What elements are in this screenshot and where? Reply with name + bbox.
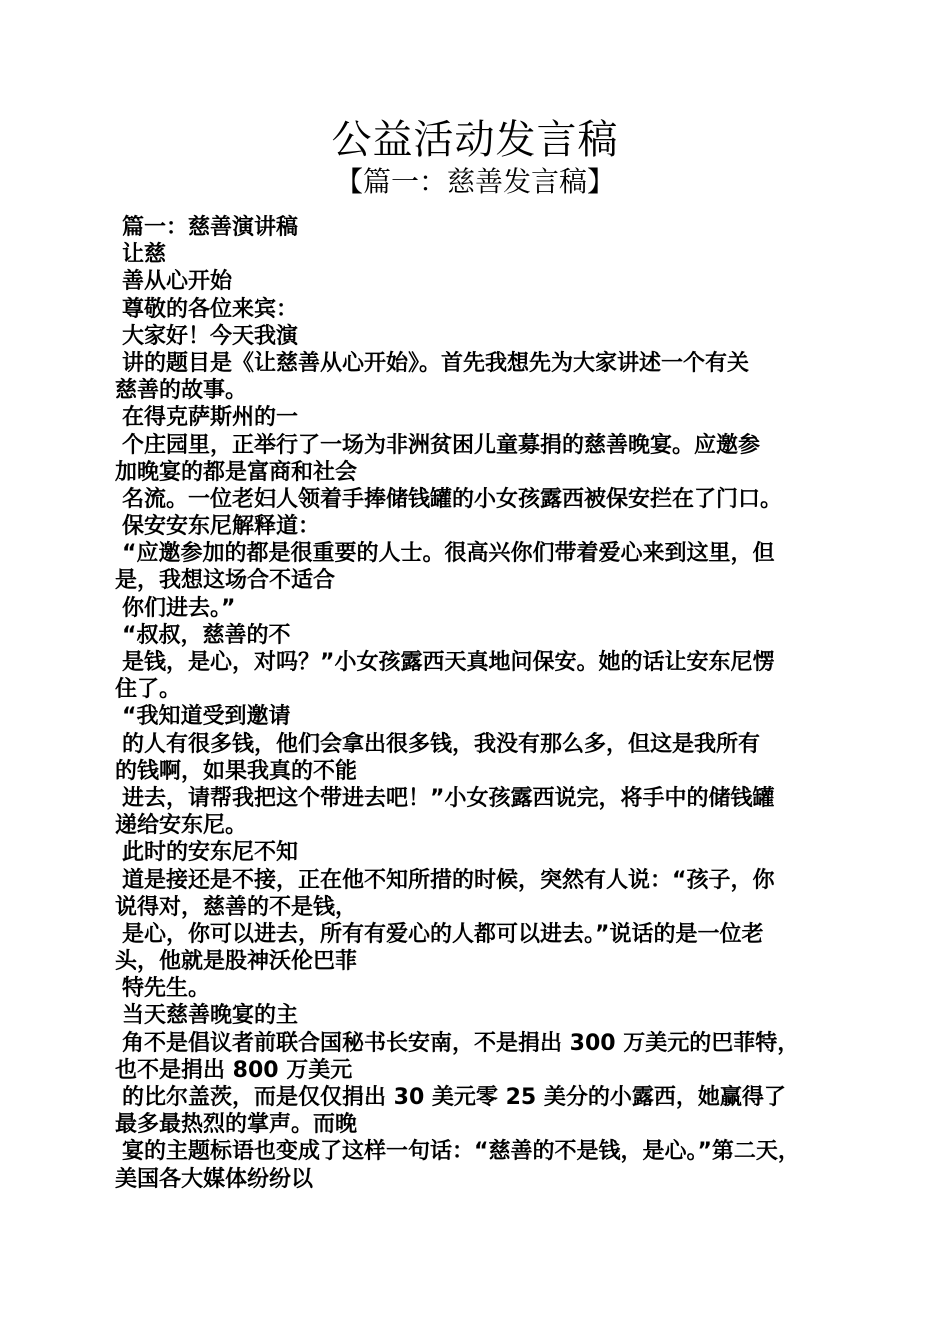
document-title: 公益活动发言稿 — [331, 117, 619, 163]
text-line: 此时的安东尼不知 — [122, 840, 299, 866]
text-line: 篇一：慈善演讲稿 — [122, 215, 299, 240]
text-line: 是钱，是心，对吗？”小女孩露西天真地问保安。她的话让安东尼愣 — [122, 650, 775, 675]
text-line: 名流。一位老妇人领着手捧储钱罐的小女孩露西被保安拦在了门口。 — [122, 486, 783, 512]
text-line: 角不是倡议者前联合国秘书长安南，不是捐出 300 万美元的巴菲特， — [122, 1030, 800, 1056]
text-line: 是，我想这场合不适合 — [115, 568, 336, 594]
text-line: 个庄园里，正举行了一场为非洲贫困儿童募捐的慈善晚宴。应邀参 — [122, 432, 761, 458]
text-line: 善从心开始 — [122, 269, 233, 295]
text-line: 让慈 — [122, 242, 167, 268]
text-line: 头，他就是股神沃伦巴菲 — [115, 949, 358, 975]
text-line: “应邀参加的都是很重要的人士。很高兴你们带着爱心来到这里，但 — [122, 541, 775, 567]
text-line: 也不是捐出 800 万美元 — [115, 1057, 353, 1083]
text-line: “叔叔，慈善的不 — [122, 622, 291, 648]
text-line: 特先生。 — [122, 976, 211, 1002]
text-line: 保安安东尼解释道： — [122, 514, 321, 540]
text-line: 道是接还是不接，正在他不知所措的时候，突然有人说：“孩子，你 — [122, 867, 775, 893]
text-line: 你们进去。” — [122, 595, 236, 621]
text-line: 的比尔盖茨，而是仅仅捐出 30 美元零 25 美分的小露西，她赢得了 — [122, 1085, 786, 1110]
text-line: 住了。 — [115, 677, 182, 703]
text-line: 在得克萨斯州的一 — [122, 405, 299, 431]
text-line: 的钱啊，如果我真的不能 — [115, 758, 358, 784]
text-line: 大家好！今天我演 — [122, 323, 299, 349]
text-line: 说得对，慈善的不是钱， — [115, 894, 358, 920]
document-body — [115, 214, 845, 1193]
text-line: 递给安东尼。 — [115, 813, 248, 839]
text-line: 宴的主题标语也变成了这样一句话：“慈善的不是钱，是心。”第二天， — [122, 1139, 800, 1165]
text-line: 讲的题目是《让慈善从心开始》。首先我想先为大家讲述一个有关 — [122, 350, 750, 376]
text-line: 慈善的故事。 — [115, 378, 248, 404]
text-line: 当天慈善晚宴的主 — [122, 1003, 299, 1029]
text-line: “我知道受到邀请 — [122, 704, 291, 730]
text-line: 是心，你可以进去，所有有爱心的人都可以进去。”说话的是一位老 — [122, 921, 764, 947]
document-subtitle: 【篇一：慈善发言稿】 — [334, 165, 615, 198]
text-line: 尊敬的各位来宾： — [122, 296, 299, 322]
text-line: 的人有很多钱，他们会拿出很多钱，我没有那么多，但这是我所有 — [122, 731, 761, 757]
text-line: 最多最热烈的掌声。而晚 — [115, 1112, 358, 1138]
text-line: 加晚宴的都是富商和社会 — [115, 459, 358, 485]
text-line: 进去，请帮我把这个带进去吧！”小女孩露西说完，将手中的储钱罐 — [122, 785, 775, 811]
text-line: 美国各大媒体纷纷以 — [115, 1166, 314, 1192]
